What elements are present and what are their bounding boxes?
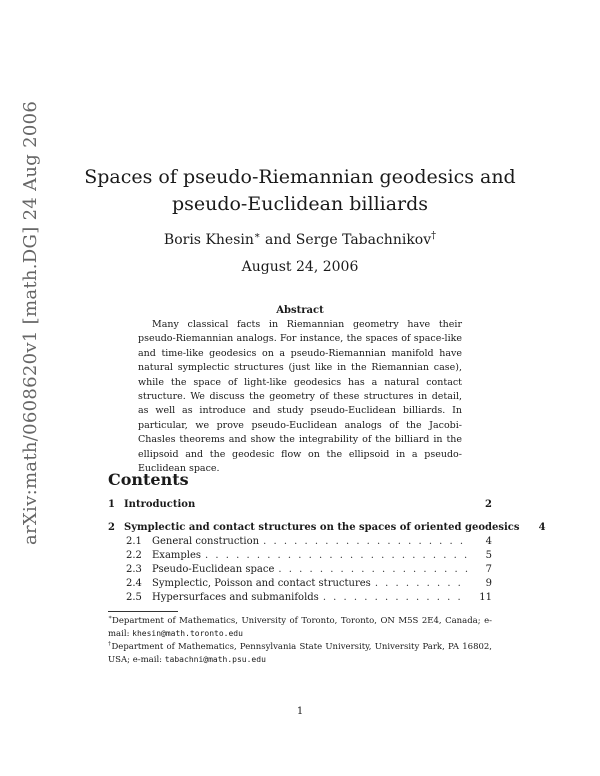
toc-section-title: Symplectic and contact structures on the spaces of oriented geodesics (124, 522, 520, 533)
contents-heading: Contents (108, 470, 189, 489)
toc-section-number: 2 (108, 522, 115, 533)
toc-subsection-title: General construction (152, 536, 260, 547)
toc-subsection-number: 2.4 (126, 578, 142, 589)
footnote-khesin (108, 615, 492, 640)
toc-entry-introduction[interactable] (108, 498, 548, 512)
footnote-rule (108, 611, 178, 612)
toc-leader-dots (323, 591, 468, 605)
toc-leader-dots (205, 549, 468, 563)
title-line-2: pseudo-Euclidean billiards (171, 193, 429, 215)
toc-entry-symplectic-contact[interactable] (108, 521, 548, 535)
author-tabachnikov: Serge Tabachnikov (295, 232, 432, 248)
toc-page-number: 4 (538, 522, 546, 533)
toc-entry-subsection[interactable] (108, 535, 548, 549)
toc-subsection-number: 2.2 (126, 550, 142, 561)
author-khesin: Boris Khesin (163, 232, 254, 248)
toc-subsection-title: Pseudo-Euclidean space (152, 564, 275, 575)
toc-leader-dots (278, 563, 468, 577)
toc-subsection-title: Symplectic, Poisson and contact structures (152, 578, 371, 589)
author-conjunction: and (260, 232, 296, 248)
toc-page-number: 9 (485, 578, 492, 589)
toc-leader-dots (375, 577, 468, 591)
footnote-text: Department of Mathematics, University of Toronto, Toronto, ON M5S 2E4, Canada; e-mail: (108, 616, 492, 639)
toc-entry-subsection[interactable] (108, 549, 548, 563)
toc-page-number: 5 (485, 550, 492, 561)
footnote-mark: ∗ (108, 614, 113, 622)
toc-page-number: 2 (485, 499, 492, 510)
page-number: 1 (296, 706, 304, 717)
toc-page-number: 11 (479, 592, 492, 603)
publication-date: August 24, 2006 (241, 259, 359, 275)
abstract-body: Many classical facts in Riemannian geometry have their pseudo-Riemannian analogs. For instance, the spaces of space-like and time-like geodesics on a pseudo-Riemannian manifold have natural symplectic structures (just like in the Riemannian case), while the space of light-like geodesics has a natural contact structure. We discuss the geometry of these structures in detail, as well as introduce and study pseudo-Euclidean billiards. In particular, we prove pseudo-Euclidean analogs of the Jacobi-Chasles theorems and show the integrability of the billiard in the ellipsoid and the geodesic flow on the ellipsoid in a pseudo-Euclidean space. (138, 319, 462, 475)
footnote-mark: † (108, 640, 112, 648)
email-link[interactable]: tabachni@math.psu.edu (164, 654, 266, 664)
author-line (0, 232, 600, 248)
arxiv-identifier-stamp: arXiv:math/0608620v1 [math.DG] 24 Aug 2006 (20, 100, 41, 545)
toc-entry-subsection[interactable] (108, 577, 548, 591)
paper-title (0, 164, 600, 218)
toc-subsection-title: Examples (152, 550, 202, 561)
toc-subsection-number: 2.1 (126, 536, 142, 547)
toc-subsection-number: 2.3 (126, 564, 142, 575)
abstract-heading: Abstract (276, 305, 324, 316)
email-link[interactable]: khesin@math.toronto.edu (132, 628, 243, 638)
toc-page-number: 4 (485, 536, 492, 547)
title-line-1: Spaces of pseudo-Riemannian geodesics and (84, 166, 516, 188)
table-of-contents (108, 498, 548, 605)
footnote-text: Department of Mathematics, Pennsylvania State University, University Park, PA 16802, USA; e-mail: (108, 642, 492, 665)
toc-entry-subsection[interactable] (108, 591, 548, 605)
toc-entry-subsection[interactable] (108, 563, 548, 577)
toc-leader-dots (263, 535, 468, 549)
toc-section-title: Introduction (124, 499, 196, 510)
author-tabachnikov-footnote-mark[interactable]: † (431, 230, 437, 242)
toc-page-number: 7 (485, 564, 492, 575)
toc-section-number: 1 (108, 499, 115, 510)
footnote-tabachnikov (108, 641, 492, 666)
author-khesin-footnote-mark[interactable]: ∗ (253, 230, 261, 242)
toc-subsection-number: 2.5 (126, 592, 142, 603)
toc-subsection-title: Hypersurfaces and submanifolds (152, 592, 319, 603)
